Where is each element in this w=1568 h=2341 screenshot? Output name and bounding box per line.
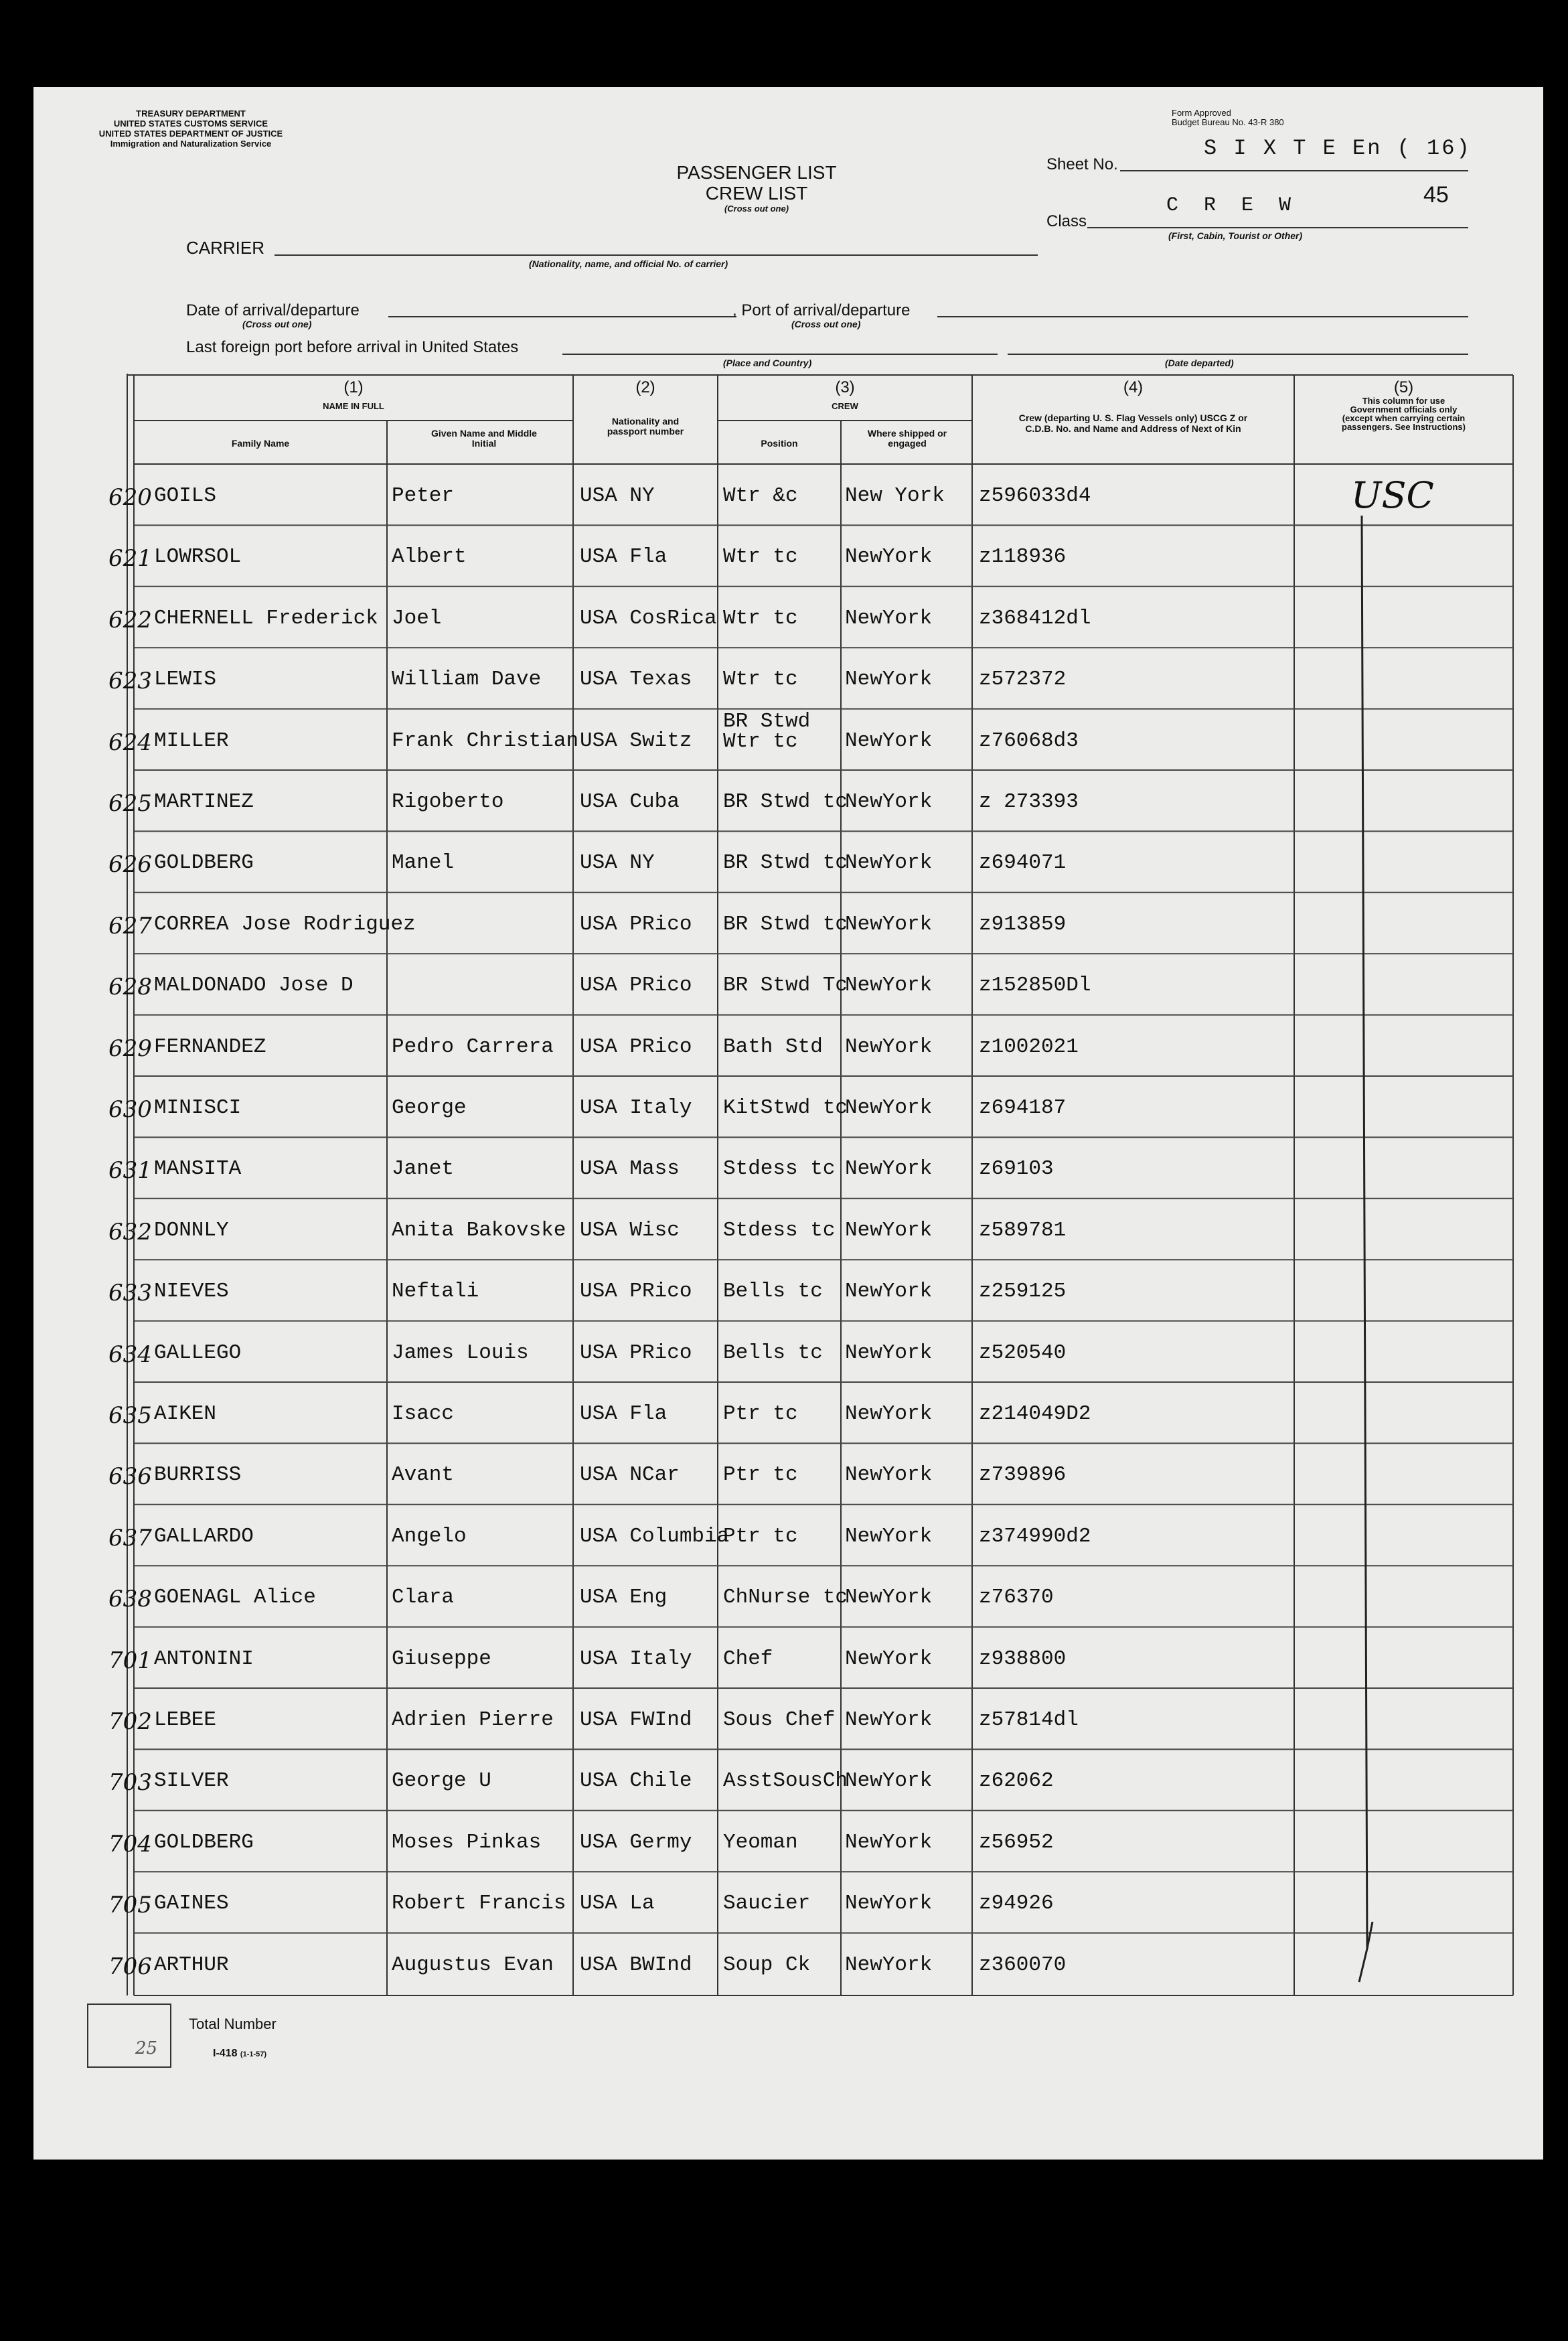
family-name: CHERNELL Frederick xyxy=(154,606,378,630)
where-shipped: NewYork xyxy=(845,545,933,569)
where-shipped: NewYork xyxy=(845,1157,933,1181)
where-shipped: NewYork xyxy=(845,1708,933,1732)
family-name: MINISCI xyxy=(154,1096,242,1120)
position: KitStwd tc xyxy=(723,1096,848,1120)
nationality: USA NY xyxy=(580,484,655,508)
given-name: Neftali xyxy=(392,1280,479,1304)
table-row xyxy=(33,954,1513,1014)
carrier-label: CARRIER xyxy=(186,238,265,258)
where-shipped: NewYork xyxy=(845,974,933,998)
row-number: 636 xyxy=(108,1463,152,1491)
uscg-number: z374990d2 xyxy=(979,1524,1091,1548)
table-row xyxy=(33,1505,1513,1566)
table-row xyxy=(33,1688,1513,1749)
table-row xyxy=(33,1443,1513,1504)
row-number: 627 xyxy=(108,912,152,939)
family-name: GALLARDO xyxy=(154,1524,254,1548)
document-page xyxy=(33,87,1543,2160)
col-position: Position xyxy=(761,438,798,449)
col3-number: (3) xyxy=(835,378,855,396)
agency-line-3: UNITED STATES DEPARTMENT OF JUSTICE xyxy=(98,129,283,139)
family-name: BURRISS xyxy=(154,1463,242,1487)
where-shipped: NewYork xyxy=(845,851,933,875)
position: ChNurse tc xyxy=(723,1586,848,1610)
nationality: USA PRico xyxy=(580,912,692,936)
port-note: (Cross out one) xyxy=(791,319,861,329)
table-row xyxy=(33,1749,1513,1810)
nationality: USA Wisc xyxy=(580,1218,680,1242)
uscg-number: z694071 xyxy=(979,851,1067,875)
uscg-number: z596033d4 xyxy=(979,484,1091,508)
form-approved-line-1: Form Approved xyxy=(1172,108,1231,118)
uscg-number: z76370 xyxy=(979,1586,1054,1610)
col5-number: (5) xyxy=(1393,378,1414,396)
family-name: LEWIS xyxy=(154,668,217,692)
family-name: DONNLY xyxy=(154,1218,229,1242)
row-number: 706 xyxy=(108,1953,152,1980)
nationality: USA PRico xyxy=(580,1035,692,1059)
position: BR Stwd Tc xyxy=(723,974,848,998)
family-name: LOWRSOL xyxy=(154,545,242,569)
table-row xyxy=(33,709,1513,770)
table-row xyxy=(33,525,1513,586)
uscg-number: z76068d3 xyxy=(979,729,1079,753)
class-value: C R E W xyxy=(1166,194,1298,217)
nationality: USA PRico xyxy=(580,1280,692,1304)
nationality: USA Texas xyxy=(580,668,692,692)
agency-line-1: TREASURY DEPARTMENT xyxy=(136,108,246,119)
row-number: 621 xyxy=(108,545,152,573)
title-passenger-list: PASSENGER LIST xyxy=(676,162,837,183)
where-shipped: NewYork xyxy=(845,790,933,814)
position: BR Stwd Wtr tc xyxy=(723,709,811,753)
given-name: Peter xyxy=(392,484,455,508)
uscg-number: z69103 xyxy=(979,1157,1054,1181)
col-where-shipped: Where shipped or engaged xyxy=(867,428,947,449)
position: Saucier xyxy=(723,1892,811,1916)
row-number: 703 xyxy=(108,1769,152,1797)
given-name: Giuseppe xyxy=(392,1647,491,1671)
position: Soup Ck xyxy=(723,1953,811,1977)
uscg-number: z118936 xyxy=(979,545,1067,569)
table-row xyxy=(33,648,1513,708)
given-name: Albert xyxy=(392,545,467,569)
given-name: Joel xyxy=(392,606,442,630)
table-row xyxy=(33,1260,1513,1320)
family-name: GOENAGL Alice xyxy=(154,1586,316,1610)
col5-title: This column for use Government officials only (except when carrying certain passengers. See Instructions) xyxy=(1342,396,1466,432)
given-name: Augustus Evan xyxy=(392,1953,554,1977)
nationality: USA PRico xyxy=(580,974,692,998)
family-name: AIKEN xyxy=(154,1402,217,1426)
class-note: (First, Cabin, Tourist or Other) xyxy=(1168,230,1303,241)
place-note: (Place and Country) xyxy=(723,358,812,368)
date-departed-note: (Date departed) xyxy=(1165,358,1234,368)
where-shipped: NewYork xyxy=(845,1463,933,1487)
uscg-number: z520540 xyxy=(979,1341,1067,1365)
table-row xyxy=(33,1627,1513,1688)
col3-title: CREW xyxy=(832,401,858,411)
position: Ptr tc xyxy=(723,1524,798,1548)
row-number: 635 xyxy=(108,1402,152,1429)
nationality: USA NCar xyxy=(580,1463,680,1487)
position: Bells tc xyxy=(723,1341,823,1365)
position: Wtr tc xyxy=(723,545,798,569)
row-number: 705 xyxy=(108,1892,152,1919)
family-name: MILLER xyxy=(154,729,229,753)
nationality: USA FWInd xyxy=(580,1708,692,1732)
official-mark: USC xyxy=(1351,474,1434,516)
table-row xyxy=(33,1321,1513,1382)
position: Stdess tc xyxy=(723,1218,836,1242)
form-number xyxy=(213,2048,266,2060)
row-number: 625 xyxy=(108,790,152,817)
nationality: USA Switz xyxy=(580,729,692,753)
where-shipped: NewYork xyxy=(845,1892,933,1916)
table-row xyxy=(33,770,1513,831)
position: BR Stwd tc xyxy=(723,851,848,875)
date-label: Date of arrival/departure xyxy=(186,301,360,319)
tick-stroke-icon xyxy=(1332,516,1386,1995)
nationality: USA Mass xyxy=(580,1157,680,1181)
total-box xyxy=(87,2004,171,2068)
row-number: 623 xyxy=(108,668,152,695)
position: AsstSousCh xyxy=(723,1769,848,1793)
uscg-number: z913859 xyxy=(979,912,1067,936)
position: Wtr &c xyxy=(723,484,798,508)
given-name: Robert Francis xyxy=(392,1892,566,1916)
row-number: 624 xyxy=(108,729,152,756)
where-shipped: NewYork xyxy=(845,668,933,692)
where-shipped: NewYork xyxy=(845,1280,933,1304)
row-number: 701 xyxy=(108,1647,152,1674)
uscg-number: z572372 xyxy=(979,668,1067,692)
where-shipped: NewYork xyxy=(845,1953,933,1977)
uscg-number: z739896 xyxy=(979,1463,1067,1487)
sheet-label: Sheet No. xyxy=(1046,155,1118,173)
given-name: William Dave xyxy=(392,668,542,692)
where-shipped: NewYork xyxy=(845,606,933,630)
family-name: MALDONADO Jose D xyxy=(154,974,354,998)
position: Bells tc xyxy=(723,1280,823,1304)
family-name: GAINES xyxy=(154,1892,229,1916)
row-number: 634 xyxy=(108,1341,152,1368)
family-name: ANTONINI xyxy=(154,1647,254,1671)
row-number: 633 xyxy=(108,1280,152,1307)
given-name: Anita Bakovske xyxy=(392,1218,566,1242)
where-shipped: NewYork xyxy=(845,1769,933,1793)
family-name: MANSITA xyxy=(154,1157,242,1181)
form-approved-line-2: Budget Bureau No. 43-R 380 xyxy=(1172,117,1284,127)
sheet-value: S I X T E En ( 16) xyxy=(1204,136,1472,161)
row-number: 638 xyxy=(108,1586,152,1613)
family-name: MARTINEZ xyxy=(154,790,254,814)
uscg-number: z589781 xyxy=(979,1218,1067,1242)
table-row xyxy=(33,1566,1513,1627)
table-row xyxy=(33,893,1513,954)
where-shipped: NewYork xyxy=(845,1586,933,1610)
position: Wtr tc xyxy=(723,606,798,630)
table-row xyxy=(33,1199,1513,1260)
uscg-number: z 273393 xyxy=(979,790,1079,814)
family-name: GOILS xyxy=(154,484,217,508)
given-name: Avant xyxy=(392,1463,455,1487)
row-number: 702 xyxy=(108,1708,152,1735)
family-name: CORREA Jose Rodriguez xyxy=(154,912,416,936)
position: Sous Chef xyxy=(723,1708,836,1732)
position: Chef xyxy=(723,1647,773,1671)
table-row xyxy=(33,1811,1513,1872)
row-number: 620 xyxy=(108,484,152,511)
given-name: Pedro Carrera xyxy=(392,1035,554,1059)
nationality: USA La xyxy=(580,1892,655,1916)
position: Yeoman xyxy=(723,1830,798,1854)
nationality: USA Chile xyxy=(580,1769,692,1793)
page-mark: 45 xyxy=(1423,182,1449,208)
col1-title: NAME IN FULL xyxy=(323,401,384,411)
family-name: SILVER xyxy=(154,1769,229,1793)
total-value: 25 xyxy=(135,2038,158,2058)
family-name: NIEVES xyxy=(154,1280,229,1304)
form-id: I-418 xyxy=(213,2048,238,2059)
given-name: Moses Pinkas xyxy=(392,1830,542,1854)
position: Bath Std xyxy=(723,1035,823,1059)
table-row xyxy=(33,1015,1513,1076)
given-name: George U xyxy=(392,1769,491,1793)
given-name: Angelo xyxy=(392,1524,467,1548)
uscg-number: z694187 xyxy=(979,1096,1067,1120)
given-name: Frank Christian xyxy=(392,729,579,753)
where-shipped: NewYork xyxy=(845,729,933,753)
row-number: 628 xyxy=(108,974,152,1001)
nationality: USA Germy xyxy=(580,1830,692,1854)
table-row xyxy=(33,1872,1513,1933)
table-row xyxy=(33,1076,1513,1137)
given-name: James Louis xyxy=(392,1341,529,1365)
uscg-number: z360070 xyxy=(979,1953,1067,1977)
carrier-note: (Nationality, name, and official No. of carrier) xyxy=(529,258,728,269)
where-shipped: NewYork xyxy=(845,1647,933,1671)
given-name: Janet xyxy=(392,1157,455,1181)
where-shipped: NewYork xyxy=(845,1218,933,1242)
total-label: Total Number xyxy=(189,2016,277,2032)
uscg-number: z368412dl xyxy=(979,606,1091,630)
row-number: 630 xyxy=(108,1096,152,1123)
nationality: USA Italy xyxy=(580,1096,692,1120)
nationality: USA Italy xyxy=(580,1647,692,1671)
row-number: 631 xyxy=(108,1157,152,1185)
family-name: LEBEE xyxy=(154,1708,217,1732)
uscg-number: z938800 xyxy=(979,1647,1067,1671)
table-row xyxy=(33,1137,1513,1198)
col4-title: Crew (departing U. S. Flag Vessels only) USCG Z or C.D.B. No. and Name and Address of Next of Kin xyxy=(1018,412,1248,434)
family-name: ARTHUR xyxy=(154,1953,229,1977)
where-shipped: NewYork xyxy=(845,1402,933,1426)
family-name: GOLDBERG xyxy=(154,1830,254,1854)
where-shipped: NewYork xyxy=(845,1341,933,1365)
class-label: Class xyxy=(1046,212,1087,230)
col-given-name: Given Name and Middle Initial xyxy=(431,428,537,449)
last-port-label: Last foreign port before arrival in United States xyxy=(186,338,519,356)
given-name: Adrien Pierre xyxy=(392,1708,554,1732)
family-name: FERNANDEZ xyxy=(154,1035,266,1059)
form-date: (1-1-57) xyxy=(240,2050,267,2058)
given-name: Isacc xyxy=(392,1402,455,1426)
given-name: Rigoberto xyxy=(392,790,504,814)
position: Stdess tc xyxy=(723,1157,836,1181)
where-shipped: NewYork xyxy=(845,1035,933,1059)
date-note: (Cross out one) xyxy=(242,319,312,329)
where-shipped: NewYork xyxy=(845,1830,933,1854)
nationality: USA Fla xyxy=(580,545,668,569)
uscg-number: z56952 xyxy=(979,1830,1054,1854)
nationality: USA Fla xyxy=(580,1402,668,1426)
table-row xyxy=(33,1933,1513,1994)
where-shipped: NewYork xyxy=(845,1524,933,1548)
position: BR Stwd tc xyxy=(723,912,848,936)
uscg-number: z1002021 xyxy=(979,1035,1079,1059)
col-family-name: Family Name xyxy=(231,438,290,449)
position: BR Stwd tc xyxy=(723,790,848,814)
row-number: 704 xyxy=(108,1830,152,1858)
nationality: USA PRico xyxy=(580,1341,692,1365)
nationality: USA NY xyxy=(580,851,655,875)
col1-number: (1) xyxy=(343,378,364,396)
family-name: GOLDBERG xyxy=(154,851,254,875)
where-shipped: NewYork xyxy=(845,1096,933,1120)
nationality: USA Columbia xyxy=(580,1524,730,1548)
agency-line-4: Immigration and Naturalization Service xyxy=(110,139,272,149)
col2-title: Nationality and passport number xyxy=(607,416,684,437)
uscg-number: z94926 xyxy=(979,1892,1054,1916)
where-shipped: New York xyxy=(845,484,945,508)
uscg-number: z57814dl xyxy=(979,1708,1079,1732)
uscg-number: z152850Dl xyxy=(979,974,1091,998)
nationality: USA CosRica xyxy=(580,606,717,630)
nationality: USA BWInd xyxy=(580,1953,692,1977)
family-name: GALLEGO xyxy=(154,1341,242,1365)
row-number: 626 xyxy=(108,851,152,879)
row-number: 632 xyxy=(108,1218,152,1245)
where-shipped: NewYork xyxy=(845,912,933,936)
row-number: 637 xyxy=(108,1524,152,1552)
table-row xyxy=(33,464,1513,525)
table-row xyxy=(33,1382,1513,1443)
title-note: (Cross out one) xyxy=(724,204,789,214)
uscg-number: z214049D2 xyxy=(979,1402,1091,1426)
col2-number: (2) xyxy=(635,378,655,396)
position: Ptr tc xyxy=(723,1402,798,1426)
title-crew-list: CREW LIST xyxy=(705,183,808,204)
row-number: 629 xyxy=(108,1035,152,1062)
nationality: USA Cuba xyxy=(580,790,680,814)
table-row xyxy=(33,831,1513,892)
port-label: , Port of arrival/departure xyxy=(732,301,911,319)
given-name: George xyxy=(392,1096,467,1120)
agency-line-2: UNITED STATES CUSTOMS SERVICE xyxy=(113,119,268,129)
table-row xyxy=(33,587,1513,648)
nationality: USA Eng xyxy=(580,1586,668,1610)
given-name: Clara xyxy=(392,1586,455,1610)
position: Ptr tc xyxy=(723,1463,798,1487)
col4-number: (4) xyxy=(1123,378,1144,396)
row-number: 622 xyxy=(108,606,152,633)
given-name: Manel xyxy=(392,851,455,875)
uscg-number: z62062 xyxy=(979,1769,1054,1793)
position: Wtr tc xyxy=(723,668,798,692)
uscg-number: z259125 xyxy=(979,1280,1067,1304)
